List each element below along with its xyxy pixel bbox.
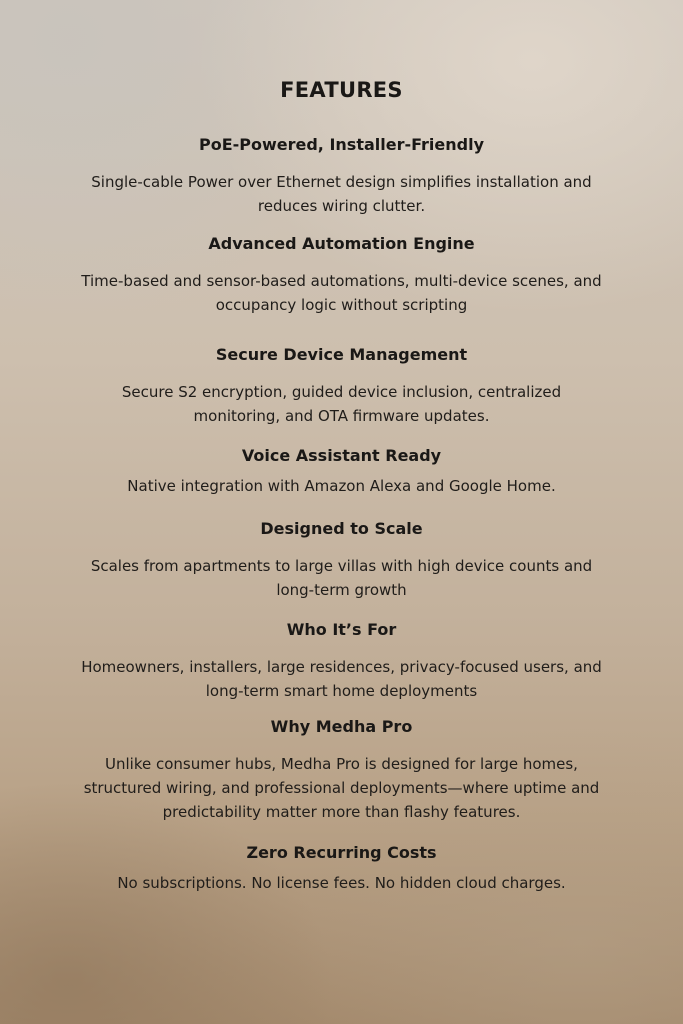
feature-heading: PoE-Powered, Installer-Friendly [198,135,485,154]
feature-description-line: long-term smart home deployments [205,682,478,700]
feature-description-line: occupancy logic without scripting [215,296,468,314]
feature-description-line: No subscriptions. No license fees. No hidden cloud charges. [117,874,566,892]
feature-who-its-for [40,619,643,703]
feature-description-line: Secure S2 encryption, guided device inclusion, centralized [121,383,562,401]
feature-zero-recurring-costs [40,842,643,895]
feature-heading: Who It’s For [286,620,397,639]
feature-poe-powered [40,134,643,218]
feature-voice-assistant [40,445,643,498]
feature-heading: Designed to Scale [260,519,423,538]
feature-description-line: Single-cable Power over Ethernet design simplifies installation and [91,173,592,191]
feature-description-line: reduces wiring clutter. [257,197,426,215]
feature-description-line: long-term growth [276,581,407,599]
feature-heading: Why Medha Pro [270,717,413,736]
feature-description-line: Native integration with Amazon Alexa and Google Home. [127,477,556,495]
feature-description-line: structured wiring, and professional deployments—where uptime and [83,779,600,797]
feature-description-line: predictability matter more than flashy features. [162,803,521,821]
feature-designed-to-scale [40,518,643,602]
feature-heading: Advanced Automation Engine [208,234,475,253]
feature-description-line: Homeowners, installers, large residences, privacy-focused users, and [81,658,602,676]
page-title: FEATURES [280,78,403,102]
feature-heading: Secure Device Management [215,345,468,364]
feature-description-line: Unlike consumer hubs, Medha Pro is designed for large homes, [105,755,578,773]
feature-automation-engine [20,233,663,317]
feature-secure-management [40,344,643,428]
feature-description-line: monitoring, and OTA firmware updates. [193,407,490,425]
feature-description-line: Scales from apartments to large villas with high device counts and [90,557,593,575]
feature-heading: Voice Assistant Ready [241,446,442,465]
feature-heading: Zero Recurring Costs [246,843,437,862]
feature-why-medha-pro [40,716,643,824]
feature-description-line: Time-based and sensor-based automations, multi-device scenes, and [81,272,602,290]
